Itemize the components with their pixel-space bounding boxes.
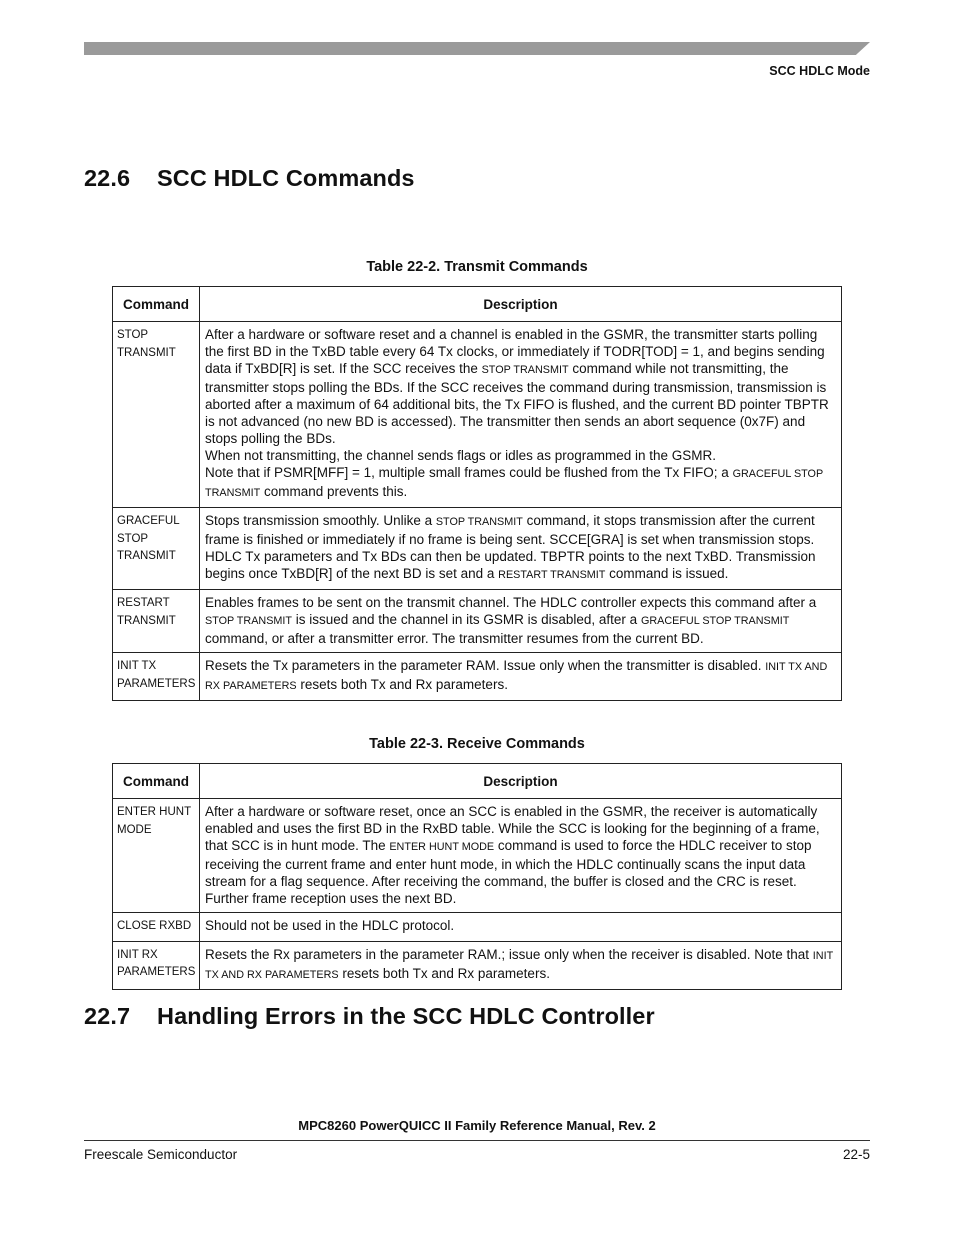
column-header-command: Command [113, 764, 200, 799]
description-text: command, it stops transmission after the current frame is finished or immediately if no frame is being sent. SCCE[GRA] is set when transmission stops. HDLC Tx parameters and Tx BDs can then be updated. TBPTR points to the next TxBD. Transmission begins once TxBD[R] of the next BD is set and a [205, 513, 816, 581]
table-row [113, 941, 842, 989]
description-text: When not transmitting, the channel sends flags or idles as programmed in the GSMR. [205, 448, 716, 463]
section-title-text: SCC HDLC Commands [157, 165, 415, 191]
description-cell [200, 799, 842, 913]
table-header-row [113, 764, 842, 799]
description-cell [200, 508, 842, 590]
table-row [113, 322, 842, 508]
command-reference: GRACEFUL STOP TRANSMIT [205, 468, 823, 499]
command-name-cell: INIT RX PARAMETERS [113, 941, 200, 989]
description-text: command, or after a transmitter error. The transmitter resumes from the current BD. [205, 631, 704, 646]
section-title-text: Handling Errors in the SCC HDLC Controller [157, 1003, 655, 1029]
table-row [113, 913, 842, 942]
description-text: After a hardware or software reset and a channel is enabled in the GSMR, the transmitter starts polling the first BD in the TxBD table every 64 Tx clocks, or immediately if TODR[TOD] = 1, and begins sending data if TxBD[R] is set. If the SCC receives the [205, 327, 825, 376]
table-row [113, 653, 842, 701]
description-cell [200, 941, 842, 989]
description-text: Resets the Tx parameters in the parameter RAM. Issue only when the transmitter is disabled. [205, 658, 766, 673]
command-reference: STOP TRANSMIT [481, 364, 569, 376]
column-header-command: Command [113, 287, 200, 322]
column-header-description: Description [200, 764, 842, 799]
footer-company: Freescale Semiconductor [84, 1147, 238, 1162]
table-row [113, 799, 842, 913]
description-text: Enables frames to be sent on the transmit channel. The HDLC controller expects this command after a [205, 595, 817, 610]
section-number: 22.6 [84, 165, 131, 191]
command-reference: ENTER HUNT MODE [389, 841, 495, 853]
description-text: command while not transmitting, the transmitter stops polling the BDs. If the SCC receives the command during transmission, transmission is aborted after a maximum of 64 additional bits, the Tx FIFO is flushed, and the current BD pointer TBPTR is not advanced (no new BD is accessed). The transmitter then sends an abort sequence (0x7F) and stops polling the BDs. [205, 361, 829, 446]
description-text: resets both Tx and Rx parameters. [296, 677, 508, 692]
description-text: command is issued. [605, 566, 729, 581]
command-name-cell: ENTER HUNT MODE [113, 799, 200, 913]
table-caption-transmit: Table 22-2. Transmit Commands [366, 259, 588, 275]
footer-page-number: 22-5 [842, 1147, 870, 1162]
section-heading-22-7 [84, 1003, 655, 1030]
column-header-description: Description [200, 287, 842, 322]
table-caption-receive: Table 22-3. Receive Commands [369, 736, 585, 752]
description-text: command is used to force the HDLC receiver to stop receiving the current frame and enter hunt mode, in which the HDLC continually scans the input data stream for a flag sequence. After receiving the command, the buffer is closed and the CRC is reset. Further frame reception uses the next BD. [205, 838, 812, 906]
description-text: command prevents this. [260, 484, 408, 499]
section-heading-22-6 [84, 165, 415, 192]
description-cell [200, 913, 842, 942]
command-name-cell: RESTART TRANSMIT [113, 590, 200, 653]
command-reference: INIT TX AND RX PARAMETERS [205, 949, 833, 981]
table-header-row [113, 287, 842, 322]
description-cell [200, 653, 842, 701]
command-reference: STOP TRANSMIT [435, 516, 523, 528]
command-name-cell: STOP TRANSMIT [113, 322, 200, 508]
table-row [113, 508, 842, 590]
table-row [113, 590, 842, 653]
description-text: Should not be used in the HDLC protocol. [205, 918, 455, 933]
transmit-commands-table [112, 286, 842, 701]
command-reference: RESTART TRANSMIT [498, 569, 606, 581]
command-reference: STOP TRANSMIT [205, 615, 292, 627]
command-reference: INIT TX AND RX PARAMETERS [205, 661, 828, 692]
command-name-cell: CLOSE RXBD [113, 913, 200, 942]
description-text: Note that if PSMR[MFF] = 1, multiple small frames could be flushed from the Tx FIFO; a [205, 465, 733, 480]
description-text: is issued and the channel in its GSMR is disabled, after a [292, 612, 641, 627]
section-number: 22.7 [84, 1003, 131, 1029]
description-text: Resets the Rx parameters in the parameter RAM.; issue only when the receiver is disabled. Note that [205, 946, 813, 962]
header-decorative-bar [84, 42, 870, 55]
footer-manual-title: MPC8260 PowerQUICC II Family Reference Manual, Rev. 2 [298, 1118, 656, 1133]
description-text: After a hardware or software reset, once an SCC is enabled in the GSMR, the receiver is automatically enabled and uses the first BD in the RxBD table. While the SCC is looking for the beginning of a frame, that SCC is in hunt mode. The [205, 804, 820, 853]
description-cell [200, 322, 842, 508]
footer-divider [84, 1140, 870, 1141]
description-text: resets both Tx and Rx parameters. [338, 965, 550, 981]
description-text: Stops transmission smoothly. Unlike a [205, 513, 436, 528]
command-reference: GRACEFUL STOP TRANSMIT [640, 615, 790, 627]
receive-commands-table [112, 763, 842, 990]
description-cell [200, 590, 842, 653]
command-name-cell: GRACEFUL STOP TRANSMIT [113, 508, 200, 590]
command-name-cell: INIT TX PARAMETERS [113, 653, 200, 701]
running-head: SCC HDLC Mode [769, 64, 870, 78]
